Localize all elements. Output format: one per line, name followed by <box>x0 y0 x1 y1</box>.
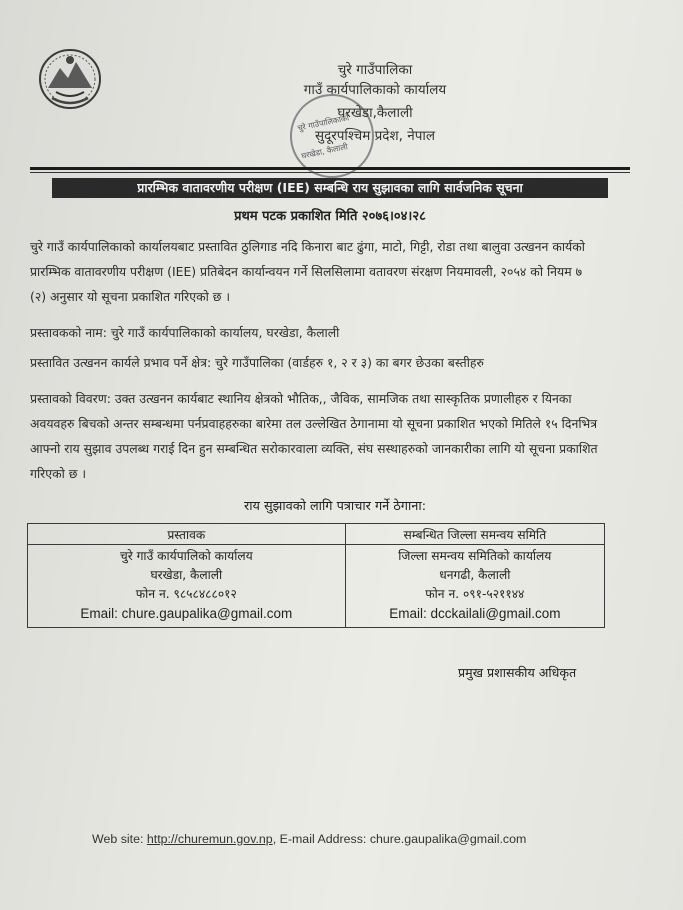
district-address: धनगढी, कैलाली <box>439 568 511 582</box>
description-label: प्रस्तावको विवरण: <box>30 391 111 406</box>
stamp-text-1: चुरे गाउँपालिकाको <box>296 113 350 133</box>
table-row <box>28 545 605 628</box>
proponent-phone: फोन न. ९८५८४८८०१२ <box>135 587 237 601</box>
affected-area-label: प्रस्तावित उत्खनन कार्यले प्रभाव पर्ने क्षेत्र: <box>30 355 212 370</box>
column-header-district: सम्बन्धित जिल्ला समन्वय समिति <box>345 524 604 545</box>
contact-heading: राय सुझावको लागि पत्राचार गर्ने ठेगाना: <box>243 499 427 514</box>
stamp-text-2: घरखेडा, कैलाली <box>300 142 349 161</box>
header-divider-thin <box>30 172 630 173</box>
proponent-label: प्रस्तावकको नाम: <box>30 325 107 340</box>
affected-area-value: चुरे गाउँपालिका (वार्डहरु १, २ र ३) का बगर छेउका बस्तीहरु <box>215 355 484 370</box>
website-label: Web site: <box>92 832 144 846</box>
district-office-name: जिल्ला समन्वय समितिको कार्यालय <box>398 549 552 563</box>
proponent-address: घरखेडा, कैलाली <box>150 568 223 582</box>
column-header-proponent: प्रस्तावक <box>28 524 346 545</box>
nepal-emblem-icon <box>38 48 102 110</box>
office-stamp-icon <box>282 86 382 186</box>
office-location: घरखेडा,कैलाली <box>337 105 413 121</box>
proponent-office-name: चुरे गाउँ कार्यपालिको कार्यालय <box>119 549 253 563</box>
notice-title: प्रारम्भिक वातावरणीय परीक्षण (IEE) सम्बन्धि राय सुझावका लागि सार्वजनिक सूचना <box>52 178 608 198</box>
proponent-contact-cell <box>28 545 346 628</box>
footer-email-label: , E-mail Address: <box>272 832 367 846</box>
description-paragraph <box>30 386 600 486</box>
signatory-title: प्रमुख प्रशासकीय अधिकृत <box>458 665 577 680</box>
footer-email: chure.gaupalika@gmail.com <box>369 832 527 846</box>
intro-paragraph: चुरे गाउँ कार्यपालिकाको कार्यालयबाट प्रस्तावित ठुलिगाड नदि किनारा बाट ढुंगा, माटो, गिट्टी, रोडा तथा बालुवा उत्खनन कार्यको प्रारम्भिक वातावरणीय परीक्षण (IEE) प्रतिबेदन कार्यान्वयन गर्ने सिलसिलामा वतावरण संरक्षण नियमावली, २०५४ को नियम ७ (२) अनुसार यो सूचना प्रकाशित गरिएको छ । <box>30 239 585 304</box>
proponent-line <box>30 320 600 345</box>
description-value: उक्त उत्खनन कार्यबाट स्थानिय क्षेत्रको भौतिक,, जैविक, सामजिक तथा सास्कृतिक प्रणालीहरु र यिनका अवयवहरु बिचको अन्तर सम्बन्धमा पर्नप्रवाहहरुका बारेमा तल उल्लेखित ठेगानामा यो सूचना प्रकाशित भएको मितिले १५ दिनभित्र आफ्नो राय सुझाव उपलब्ध गराई दिन हुन सम्बन्धित सरोकारवाला व्यक्ति, संघ सस्थाहरुको जानकारीका लागि यो सूचना प्रकाशित गरिएको छ । <box>30 391 598 481</box>
district-email: Email: dcckailali@gmail.com <box>389 606 561 621</box>
province-name: सुदूरपश्चिम प्रदेश, नेपाल <box>314 128 436 144</box>
website-link[interactable]: http://churemun.gov.np <box>146 832 273 846</box>
affected-area-line <box>30 350 600 375</box>
district-contact-cell <box>345 545 604 628</box>
header-divider <box>30 167 630 170</box>
footer <box>92 832 612 846</box>
district-phone: फोन न. ०९१-५२११४४ <box>425 587 525 601</box>
office-name: गाउँ कार्यपालिकाको कार्यालय <box>303 82 447 98</box>
publication-date: प्रथम पटक प्रकाशित मिति २०७६।०४।२८ <box>234 209 426 224</box>
table-header-row <box>28 524 605 545</box>
proponent-email: Email: chure.gaupalika@gmail.com <box>80 606 293 621</box>
municipality-name: चुरे गाउँपालिका <box>337 62 413 78</box>
contact-table <box>27 523 605 628</box>
proponent-value: चुरे गाउँ कार्यपालिकाको कार्यालय, घरखेडा, कैलाली <box>110 325 340 340</box>
